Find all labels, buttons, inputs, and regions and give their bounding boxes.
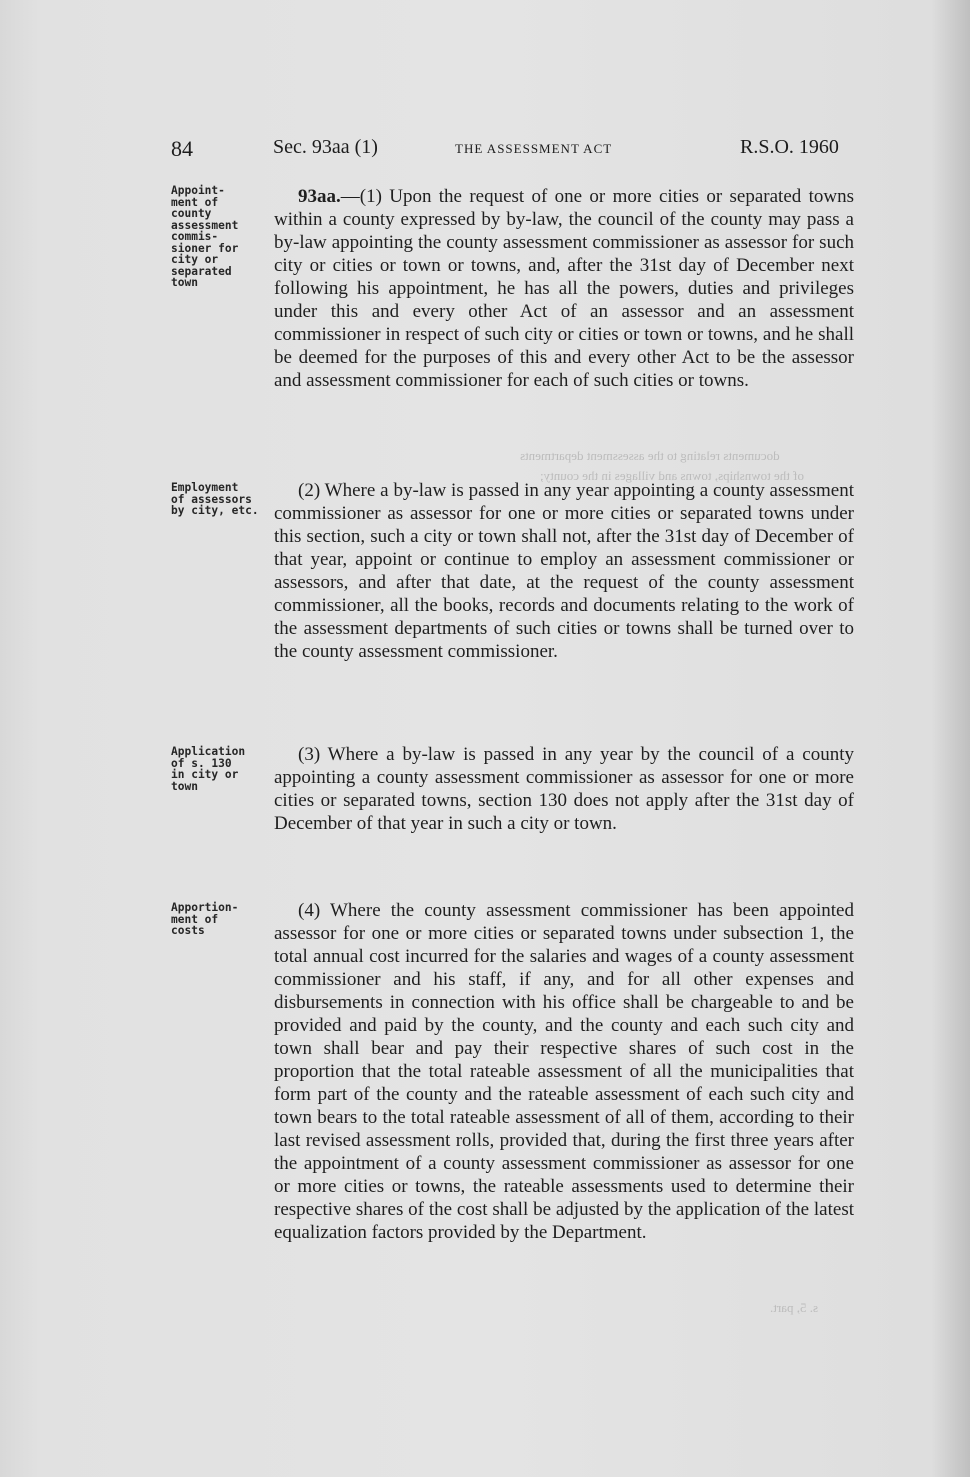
bleed-through: documents relating to the assessment departments [520,448,780,463]
section-number: 93aa. [298,186,341,207]
margin-note-apportionment: Apportion- ment of costs [171,901,239,937]
bleed-through: s. 5, part. [770,1300,819,1315]
paragraph-1 [274,185,854,392]
margin-note-application: Application of s. 130 in city or town [171,745,246,793]
paragraph-2: (2) Where a by-law is passed in any year appointing a county assessment commissioner as assessor for one or more cities or separated towns under this section, such a city or town shall not, after the 31st day of December of that year, appoint or continue to employ an assessment commissioner or assessors, and after that date, at the request of the county assessment commissioner, all the books, records and documents relating to the work of the assessment departments of such cities or towns shall be turned over to the county assessment commissioner. [274,480,854,662]
paragraph-3: (3) Where a by-law is passed in any year by the council of a county appointing a county assessment commissioner as assessor for one or more cities or separated towns, section 130 does not apply after the 31st day of December of that year in such a city or town. [274,744,854,834]
paragraph-4: (4) Where the county assessment commissioner has been appointed assessor for one or more cities or separated towns under subsection 1, the total annual cost incurred for the salaries and wages of a county assessment commissioner and his staff, if any, and for all other expenses and disbursements in connection with his office shall be chargeable to and be provided and paid by the county, and the county and each such city and town shall bear and pay their respective shares of such cost in the proportion that the total rateable assessment of all the municipalities that form part of the county and the rateable assessment of each such city and town bears to the total rateable assessment of all of them, according to their last revised assessment rolls, provided that, during the first three years after the appointment of a county assessment commissioner as assessor for one or more cities or towns, the rateable assessments used to determine their respective shares of the cost shall be adjusted by the application of the latest equalization factors provided by the Department. [274,900,854,1243]
margin-note-employment: Employment of assessors by city, etc. [171,481,259,517]
revision-label: R.S.O. 1960 [740,136,839,158]
running-title: THE ASSESSMENT ACT [455,141,613,156]
margin-note-appointment: Appoint- ment of county assessment commis- sioner for city or separated town [171,184,239,289]
bleed-through: of the townships, towns and villages in the county; [540,468,804,483]
section-reference: Sec. 93aa (1) [273,136,378,158]
paragraph-1-text: —(1) Upon the request of one or more cities or separated towns within a county expressed by by-law, the council of the county may pass a by-law appointing the county assessment commissioner as assessor for such city or cities or town or towns, and, after the 31st day of December next following his appointment, he has all the powers, duties and privileges under this and every other Act of an assessor and an assessment commissioner in respect of such city or cities or town or towns, and he shall be deemed for the purposes of this and every other Act to be the assessor and assessment commissioner for each of such cities or towns. [274,186,854,391]
page-number: 84 [171,136,193,161]
page-header [0,136,970,166]
